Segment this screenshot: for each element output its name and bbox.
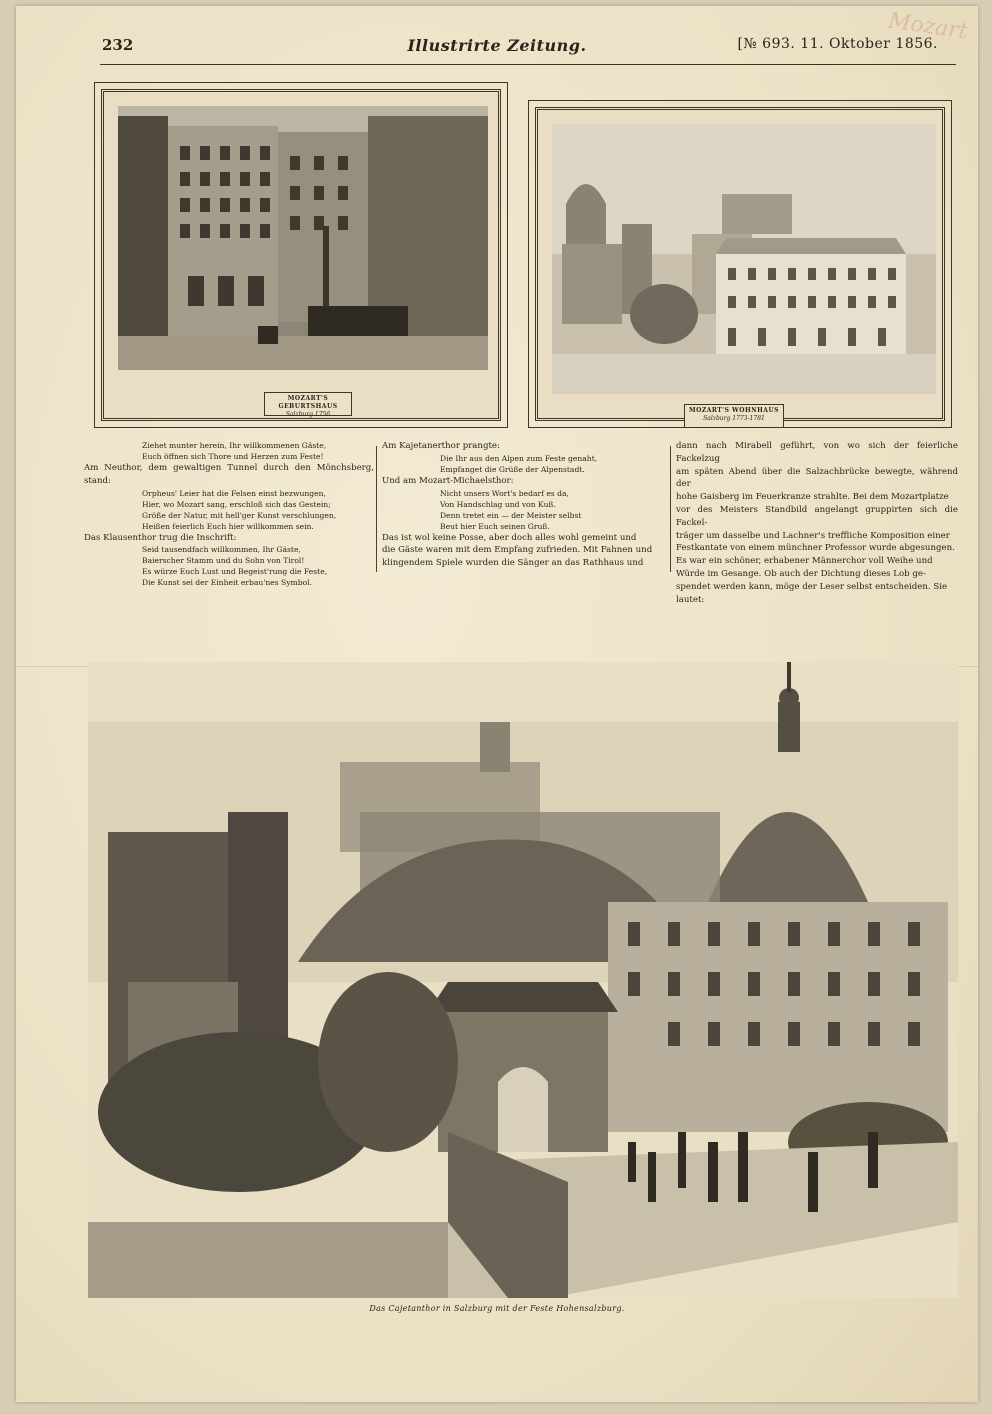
- text-line: Und am Mozart-Michaelsthor:: [382, 475, 514, 486]
- text-line: Es würze Euch Lust und Begeist'rung die Feste,: [142, 567, 328, 577]
- text-column-left: [84, 440, 374, 588]
- text-column-middle: [382, 440, 666, 570]
- issue-line: [№ 693. 11. Oktober 1856.: [737, 36, 938, 52]
- plate-left-engraving: [118, 106, 488, 370]
- column-divider-1: [376, 446, 377, 572]
- plate-left-caption: [264, 392, 352, 416]
- plate-right-frame: [528, 100, 952, 428]
- text-line: Es war ein schöner, erhabener Männerchor voll Weihe und: [676, 556, 933, 567]
- plate-right-title: MOZART'S WOHNHAUS: [689, 407, 780, 414]
- plate-right-subtitle: Salzburg 1773-1781: [703, 415, 765, 422]
- text-line: am späten Abend über die Salzachbrücke bewegte, während der: [676, 466, 958, 490]
- text-line: lautet:: [676, 594, 705, 605]
- text-line: Am Kajetanerthor prangte:: [382, 441, 500, 451]
- plate-right-caption: [684, 404, 784, 428]
- plate-left-frame: [94, 82, 508, 428]
- text-line: klingendem Spiele wurden die Sänger an das Rathhaus und: [382, 558, 644, 569]
- text-line: hohe Gaisberg im Feuerkranze strahlte. Bei dem Mozartplatze: [676, 492, 949, 503]
- plate-right-border: [535, 107, 945, 421]
- text-line: Denn tretet ein — der Meister selbst: [440, 510, 582, 520]
- text-line: träger um dasselbe und Lachner's treffliche Komposition einer: [676, 530, 950, 541]
- pencil-mark: Mozart: [886, 8, 970, 45]
- text-line: Baierscher Stamm und du Sohn von Tirol!: [142, 556, 305, 566]
- text-line: Beut hier Euch seinen Gruß.: [440, 521, 550, 531]
- text-line: Hier, wo Mozart sang, erschloß sich das Gestein;: [142, 499, 331, 509]
- plate-left-border: [101, 89, 501, 421]
- text-line: Die Ihr aus den Alpen zum Feste genaht,: [440, 453, 598, 463]
- text-line: Größe der Natur, mit hell'ger Kunst verschlungen,: [142, 510, 337, 520]
- text-line: Euch öffnen sich Thore und Herzen zum Feste!: [142, 452, 324, 461]
- plate-left-title: MOZART'S GEBURTSHAUS: [278, 395, 338, 410]
- main-caption: Das Cajetanthor in Salzburg mit der Feste Hohensalzburg.: [369, 1304, 625, 1313]
- text-line: Die Kunst sei der Einheit erbau'nes Symbol.: [142, 578, 313, 588]
- text-line: Nicht unsers Wort's bedarf es da,: [440, 488, 569, 498]
- text-line: Empfanget die Grüße der Alpenstadt.: [440, 464, 585, 474]
- page-number: 232: [102, 36, 134, 54]
- text-line: dann nach Mirabell geführt, von wo sich der feierliche Fackelzug: [676, 441, 958, 464]
- masthead: Illustrirte Zeitung.: [407, 36, 587, 55]
- column-divider-2: [670, 446, 671, 572]
- text-line: Das ist wol keine Posse, aber doch alles wohl gemeint und: [382, 532, 637, 543]
- text-line: Von Handschlag und von Kuß.: [440, 499, 556, 509]
- newspaper-page: [16, 6, 978, 1402]
- plate-right-engraving: [552, 124, 936, 394]
- text-line: Heißen feierlich Euch hier willkommen sein.: [142, 521, 314, 531]
- text-line: Orpheus' Leier hat die Felsen einst bezwungen,: [142, 488, 326, 498]
- text-line: Das Klausenthor trug die Inschrift:: [84, 532, 237, 543]
- cajetanthor-illustration: [88, 662, 958, 1298]
- text-line: Würde im Gesange. Ob auch der Dichtung dieses Lob ge-: [676, 568, 926, 579]
- page-header: [16, 36, 978, 58]
- header-rule: [100, 64, 956, 65]
- text-line: Festkantate von einem münchner Professor wurde abgesungen.: [676, 543, 955, 554]
- text-line: Ziehet munter herein, Ihr willkommenen Gäste,: [142, 441, 327, 450]
- residence-illustration: [552, 124, 936, 394]
- text-line: Seid tausendfach willkommen, Ihr Gäste,: [142, 545, 301, 555]
- main-engraving: [88, 662, 958, 1298]
- text-line: Am Neuthor, dem gewaltigen Tunnel durch den Mönchsberg, stand:: [84, 463, 374, 486]
- text-line: spendet werden kann, möge der Leser selbst entscheiden. Sie: [676, 581, 948, 592]
- text-column-right: [676, 440, 958, 606]
- text-line: vor des Meisters Standbild angelangt gruppirten sich die Fackel-: [676, 504, 958, 528]
- text-line: die Gäste waren mit dem Empfang zufrieden. Mit Fahnen und: [382, 545, 653, 556]
- birthplace-illustration: [118, 106, 488, 370]
- plate-left-subtitle: Salzburg 1756: [285, 411, 331, 418]
